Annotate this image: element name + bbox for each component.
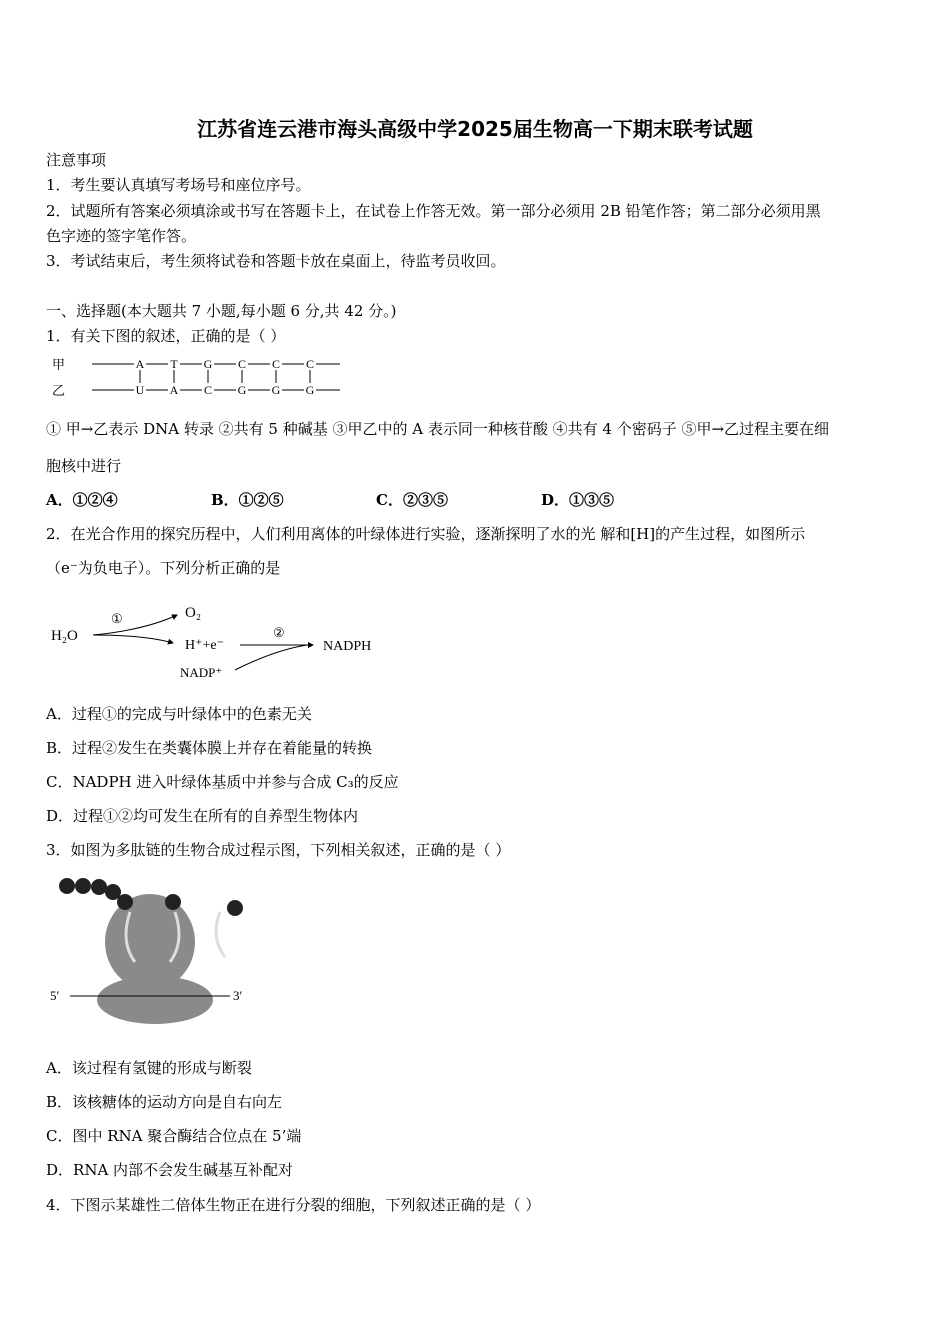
svg-text:H⁺+e⁻: H⁺+e⁻ (185, 638, 224, 653)
q3-stem: 3．如图为多肽链的生物合成过程示图，下列相关叙述，正确的是（ ） (46, 841, 511, 859)
q1-option-d[interactable]: D．①③⑤ (541, 491, 615, 509)
row1-base: T (170, 357, 178, 371)
q2-option-c[interactable]: C．NADPH 进入叶绿体基质中并参与合成 C₃的反应 (46, 773, 399, 791)
row2-base: G (305, 383, 315, 397)
row1-base: C (271, 357, 281, 371)
row2-base: C (203, 383, 213, 397)
row2-base: U (135, 383, 145, 397)
q3-option-d[interactable]: D．RNA 内部不会发生碱基互补配对 (46, 1161, 294, 1179)
q2-option-b[interactable]: B．过程②发生在类囊体膜上并存在着能量的转换 (46, 739, 373, 757)
q3-translation-diagram (45, 872, 265, 1032)
q2-stem: （e⁻为负电子）。下列分析正确的是 (46, 559, 281, 577)
svg-text:①: ① (111, 611, 123, 626)
row1-base: C (305, 357, 315, 371)
row2-base: G (237, 383, 247, 397)
q2-option-a[interactable]: A．过程①的完成与叶绿体中的色素无关 (46, 705, 312, 723)
svg-text:②: ② (273, 625, 285, 640)
row1-base: G (203, 357, 213, 371)
q2-photolysis-diagram (45, 595, 385, 690)
q3-option-a[interactable]: A．该过程有氢键的形成与断裂 (46, 1059, 252, 1077)
row2-label: 乙 (52, 383, 66, 398)
svg-text:H₂O: H₂O (51, 628, 78, 644)
q1-base-pair-diagram (50, 352, 350, 402)
q1-option-a[interactable]: A．①②④ (46, 491, 118, 509)
row2-base: A (169, 383, 179, 397)
svg-text:3′: 3′ (233, 988, 243, 1003)
svg-text:NADPH: NADPH (323, 639, 372, 654)
svg-text:5′: 5′ (50, 988, 60, 1003)
row1-label: 甲 (52, 357, 66, 372)
q1-option-b[interactable]: B．①②⑤ (211, 491, 284, 509)
page-title: 江苏省连云港市海头高级中学2025届生物高一下期末联考试题 (197, 117, 753, 141)
notice-heading: 注意事项 (46, 151, 107, 169)
q2-stem: 2．在光合作用的探究历程中，人们利用离体的叶绿体进行实验，逐渐探明了水的光 解和[H]的产生过程，如图所示 (46, 525, 806, 543)
svg-text:O₂: O₂ (185, 605, 202, 621)
q2-option-d[interactable]: D．过程①②均可发生在所有的自养型生物体内 (46, 807, 359, 825)
notice-item: 2．试题所有答案必须填涂或书写在答题卡上，在试卷上作答无效。第一部分必须用 2B 铅笔作答；第二部分必须用黑 (46, 202, 821, 220)
q3-option-c[interactable]: C．图中 RNA 聚合酶结合位点在 5’端 (46, 1127, 302, 1145)
q1-options (46, 490, 706, 510)
q1-stem: 1．有关下图的叙述，正确的是（ ） (46, 327, 286, 345)
q1-statement: 胞核中进行 (46, 457, 122, 475)
q1-option-c[interactable]: C．②③⑤ (376, 491, 448, 509)
row2-base: G (271, 383, 281, 397)
row1-base: A (135, 357, 145, 371)
q3-option-b[interactable]: B．该核糖体的运动方向是自右向左 (46, 1093, 283, 1111)
q1-statement: ① 甲→乙表示 DNA 转录 ②共有 5 种碱基 ③甲乙中的 A 表示同一种核苷酸 ④共有 4 个密码子 ⑤甲→乙过程主要在细 (46, 420, 830, 438)
section-heading: 一、选择题(本大题共 7 小题,每小题 6 分,共 42 分。) (46, 302, 397, 320)
row1-base: C (237, 357, 247, 371)
svg-text:NADP⁺: NADP⁺ (180, 665, 223, 680)
q4-stem: 4．下图示某雄性二倍体生物正在进行分裂的细胞，下列叙述正确的是（ ） (46, 1196, 541, 1214)
notice-item: 1．考生要认真填写考场号和座位序号。 (46, 176, 311, 194)
notice-item: 3．考试结束后，考生须将试卷和答题卡放在桌面上，待监考员收回。 (46, 252, 506, 270)
notice-item: 色字迹的签字笔作答。 (46, 227, 197, 245)
